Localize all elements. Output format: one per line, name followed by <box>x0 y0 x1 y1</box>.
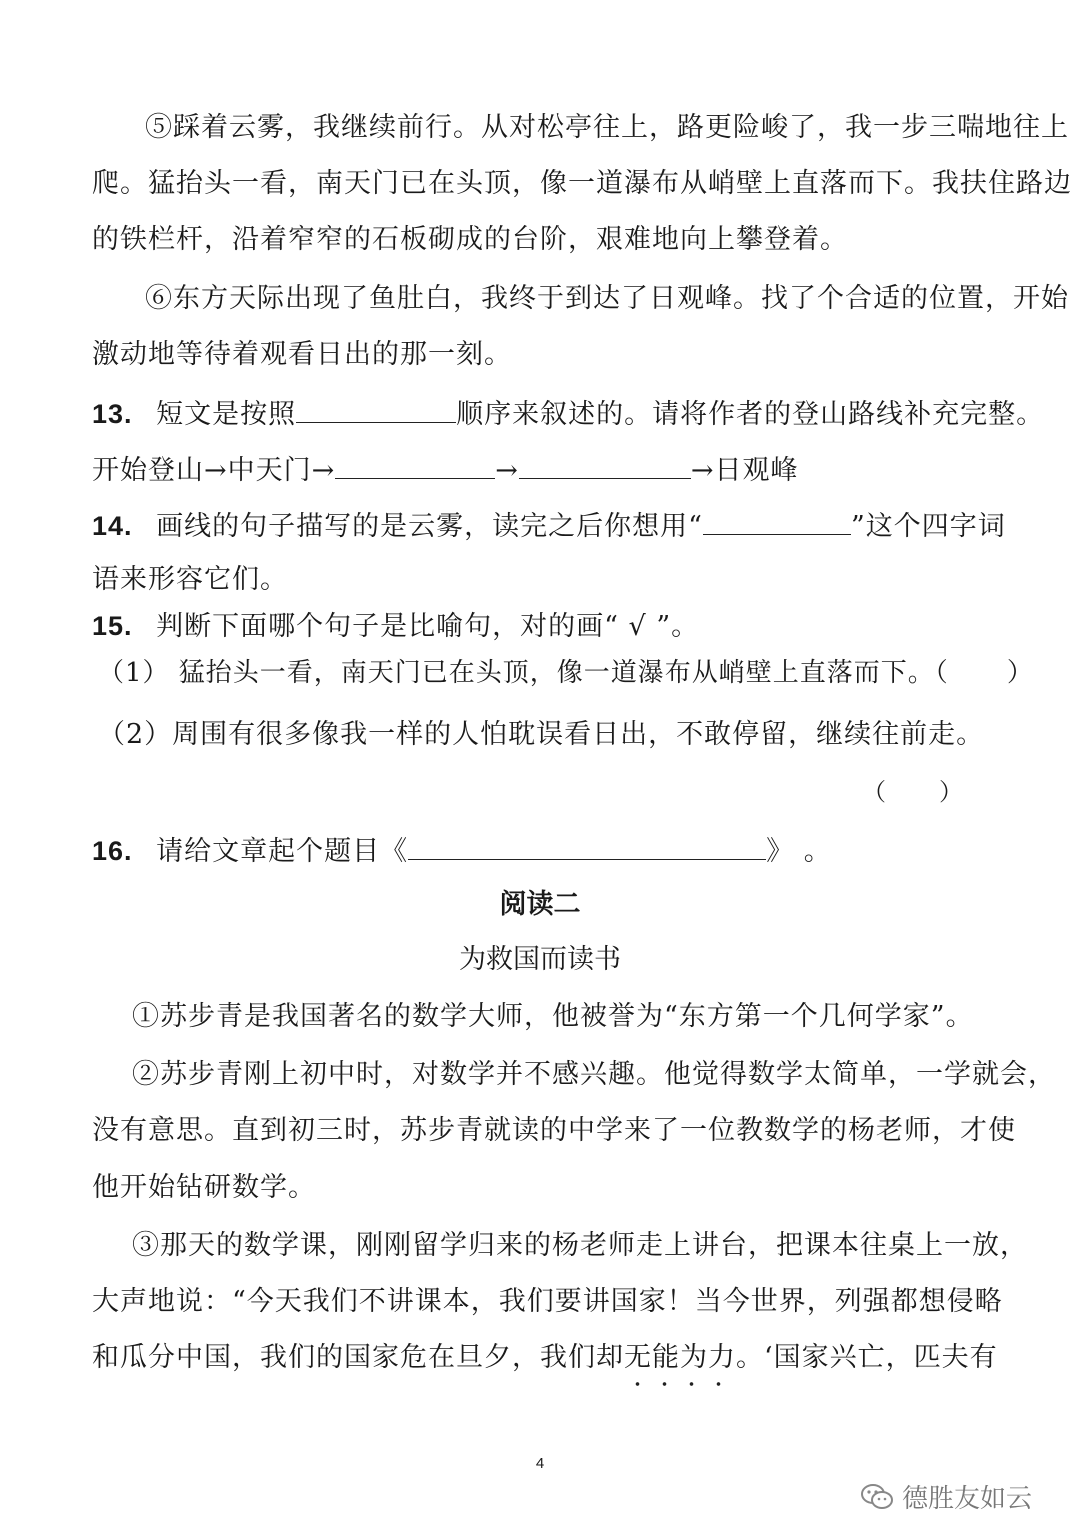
watermark <box>860 1478 1032 1515</box>
q15-item1 <box>98 655 1034 691</box>
q13-text-b: 顺序来叙述的。请将作者的登山路线补充完整。 <box>456 399 1045 430</box>
q15-number: 15. <box>92 611 133 641</box>
para6-line1: ⑥东方天际出现了鱼肚白，我终于到达了日观峰。找了个合适的位置，开始 <box>145 283 1069 314</box>
emphasized-phrase: 无能为力 <box>624 1340 736 1376</box>
q13-route <box>92 450 799 489</box>
question-13 <box>92 394 1044 433</box>
reading-para2-line1: ②苏步青刚上初中时，对数学并不感兴趣。他觉得数学太简单，一学就会， <box>132 1059 1056 1090</box>
question-15 <box>92 608 699 645</box>
route-end: →日观峰 <box>690 455 799 486</box>
para5-line3: 的铁栏杆，沿着窄窄的石板砌成的台阶，艰难地向上攀登着。 <box>92 224 848 255</box>
q14-line2: 语来形容它们。 <box>92 564 288 595</box>
q16-text-b: 》 。 <box>766 836 832 867</box>
route-blank-2[interactable] <box>519 450 691 479</box>
q13-text-a: 短文是按照 <box>156 399 297 430</box>
watermark-text: 德胜友如云 <box>902 1484 1033 1514</box>
para5-line1: ⑤踩着云雾，我继续前行。从对松亭往上，路更险峻了，我一步三喘地往上 <box>145 112 1069 143</box>
route-blank-1[interactable] <box>335 450 495 479</box>
q15-item2: （2）周围有很多像我一样的人怕耽误看日出，不敢停留，继续往前走。 <box>98 719 985 750</box>
question-14 <box>92 506 1006 545</box>
wechat-icon <box>860 1482 894 1512</box>
q15-item2-paren <box>862 774 964 810</box>
para3-text-b: 。‘国家兴亡，匹夫有 <box>736 1342 998 1373</box>
q14-text-a: 画线的句子描写的是云雾，读完之后你想用“ <box>156 511 703 542</box>
page-number: 4 <box>535 1455 545 1472</box>
q15-item2-close: ） <box>939 778 964 806</box>
para5-line2: 爬。猛抬头一看，南天门已在头顶，像一道瀑布从峭壁上直落而下。我扶住路边 <box>92 168 1072 199</box>
q14-blank[interactable] <box>703 506 851 535</box>
reading-para3-line3 <box>92 1340 998 1376</box>
section-title: 阅读二 <box>499 889 581 920</box>
q16-number: 16. <box>92 836 133 866</box>
q16-title-blank[interactable] <box>408 831 766 860</box>
route-arrow: → <box>495 455 519 486</box>
q13-blank-order[interactable] <box>296 394 456 423</box>
reading-para1: ①苏步青是我国著名的数学大师，他被誉为“东方第一个几何学家”。 <box>132 1001 974 1032</box>
reading-para3-line2: 大声地说：“今天我们不讲课本，我们要讲国家！当今世界，列强都想侵略 <box>92 1286 1003 1317</box>
route-start: 开始登山→中天门→ <box>92 455 336 486</box>
q14-text-b: ”这个四字词 <box>850 511 1006 542</box>
q14-number: 14. <box>92 511 133 541</box>
question-16 <box>92 831 832 870</box>
reading-para2-line3: 他开始钻研数学。 <box>92 1172 316 1203</box>
q15-item1-close: ） <box>1006 658 1034 688</box>
q13-number: 13. <box>92 399 133 429</box>
reading-para2-line2: 没有意思。直到初三时，苏步青就读的中学来了一位教数学的杨老师，才使 <box>92 1115 1016 1146</box>
reading-para3-line1: ③那天的数学课，刚刚留学归来的杨老师走上讲台，把课本往桌上一放， <box>132 1230 1028 1261</box>
q15-item2-open: （ <box>862 778 887 806</box>
q15-item1-text: （1） 猛抬头一看，南天门已在头顶，像一道瀑布从峭壁上直落而下。（ <box>98 658 949 688</box>
para3-text-a: 和瓜分中国，我们的国家危在旦夕，我们却 <box>92 1342 624 1373</box>
q15-text: 判断下面哪个句子是比喻句，对的画“ √ ”。 <box>156 611 700 642</box>
article-title: 为救国而读书 <box>459 944 621 975</box>
q16-text-a: 请给文章起个题目《 <box>156 836 409 867</box>
para6-line2: 激动地等待着观看日出的那一刻。 <box>92 339 512 370</box>
